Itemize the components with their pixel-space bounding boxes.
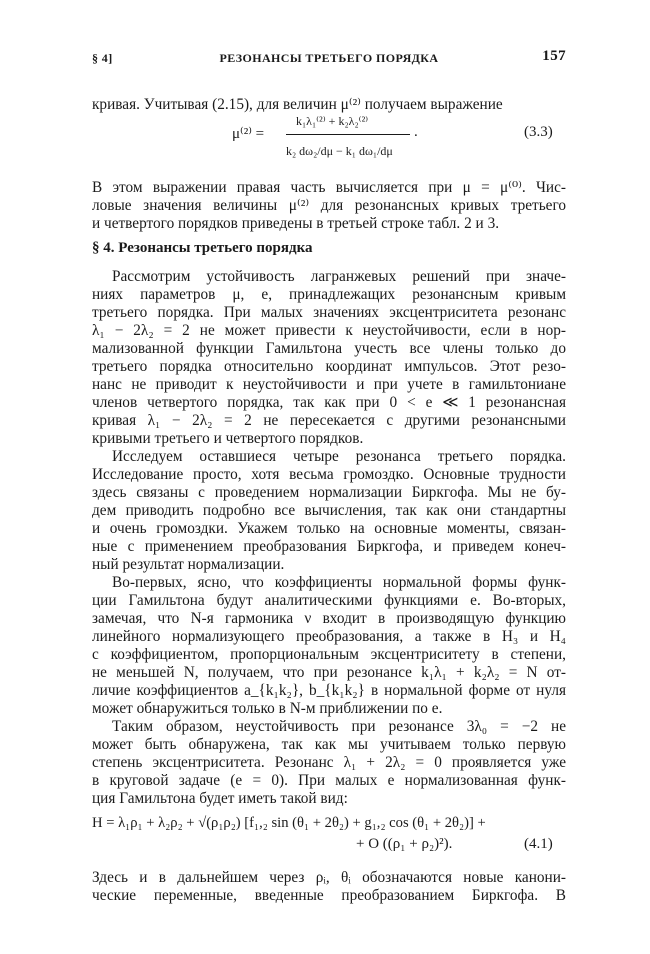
formula-4-1-line1: H = λ₁ρ₁ + λ₂ρ₂ + √(ρ₁ρ₂) [f₁,₂ sin (θ₁ + 2θ₂) + g₁,₂ cos (θ₁ + 2θ₂)] + [92,815,486,831]
text-line: кривыми третьего и четвертого порядков. [92,430,364,447]
text-line: кривая λ₁ − 2λ₂ = 2 не пересекается с другими резонансными [92,412,566,429]
text-line: членов четвертого порядка, так как при 0 < e ≪ 1 резонансная [92,394,566,411]
text-line: мализованной функции Гамильтона учесть все члены только до [92,340,566,357]
equation-number-4-1: (4.1) [524,836,553,852]
text-line: Рассмотрим устойчивость лагранжевых решений при значе- [112,268,566,285]
text-line: третьего порядка. При малых значениях эксцентриситета резонанс [92,304,566,321]
text-line: В этом выражении правая часть вычисляется при μ = μ⁽⁰⁾. Чис- [92,179,566,196]
text-line: может обнаружиться только в N-м приближении по e. [92,700,443,717]
text-line: степень эксцентриситета. Резонанс λ₁ + 2λ₂ = 0 проявляется уже [92,754,566,771]
text-line: ловые значения величины μ⁽²⁾ для резонансных кривых третьего [92,197,566,214]
text-line: нанс не приводит к неустойчивости и при учете в гамильтониане [92,376,566,393]
text-line: ция Гамильтона будет иметь такой вид: [92,790,348,807]
text-line: Таким образом, неустойчивость при резонансе 3λ₀ = −2 не [112,718,566,735]
text-line: ные с применением преобразования Биркгофа, и приведем конеч- [92,538,566,555]
text-line: может быть обнаружена, так как мы учитываем только первую [92,736,566,753]
text-line: Здесь и в дальнейшем через ρᵢ, θᵢ обозначаются новые канони- [92,869,566,886]
intro-line: кривая. Учитывая (2.15), для величин μ⁽²⁾ получаем выражение [92,96,503,113]
text-line: линейного нормализующего преобразования, а также в H₃ и H₄ [92,628,566,645]
text-line: не меньшей N, получаем, что при резонансе k₁λ₁ + k₂λ₂ = N от- [92,664,566,681]
equation-number-3-3: (3.3) [524,124,553,140]
text-line: замечая, что N-я гармоника ν входит в производящую функцию [92,610,566,627]
header-title: РЕЗОНАНСЫ ТРЕТЬЕГО ПОРЯДКА [219,51,439,65]
text-line: и очень громоздки. Укажем только на основные моменты, связан- [92,520,566,537]
text-line: с коэффициентом, пропорциональным эксцентриситету в степени, [92,646,566,663]
formula-3-3-tail: . [414,124,418,140]
text-line: третьего порядка относительно координат импульсов. Этот резо- [92,358,566,375]
formula-3-3-fraction [286,112,410,170]
fraction-bar [286,134,410,135]
page-number: 157 [542,48,566,64]
running-header [92,48,566,70]
text-line: и четвертого порядков приведены в третьей строке табл. 2 и 3. [92,215,500,232]
section-heading: § 4. Резонансы третьего порядка [92,240,313,256]
formula-3-3-lhs: μ⁽²⁾ = [232,126,265,142]
text-line: в круговой задаче (e = 0). При малых e нормализованная функ- [92,772,566,789]
text-line: ный результат нормализации. [92,556,285,573]
text-line: ческие переменные, введенные преобразованием Биркгофа. В [92,887,566,904]
text-line: Исследуем оставшиеся четыре резонанса третьего порядка. [112,448,566,465]
text-line: дем приводить подробно все вычисления, так как они стандартны [92,502,566,519]
formula-3-3-numerator: k₁λ₁⁽²⁾ + k₂λ₂⁽²⁾ [296,114,369,128]
text-line: Во-первых, ясно, что коэффициенты нормальной формы функ- [112,574,566,591]
text-line: ции Гамильтона будут аналитическими функциями e. Во-вторых, [92,592,566,609]
formula-3-3-denominator: k₂ dω₂/dμ − k₁ dω₁/dμ [286,144,393,158]
text-line: Исследование просто, хотя весьма громоздко. Основные трудности [92,466,566,483]
text-line: личие коэффициентов a_{k₁k₂}, b_{k₁k₂} в нормальной форме от нуля [92,682,566,699]
formula-4-1-line2: + O ((ρ₁ + ρ₂)²). [356,836,453,852]
text-line: здесь связаны с проведением нормализации Биркгофа. Мы не бу- [92,484,566,501]
header-section: § 4] [92,51,113,65]
text-line: λ₁ − 2λ₂ = 2 не может привести к неустойчивости, если в нор- [92,322,566,339]
text-line: ниях параметров μ, e, принадлежащих резонансным кривым [92,286,566,303]
